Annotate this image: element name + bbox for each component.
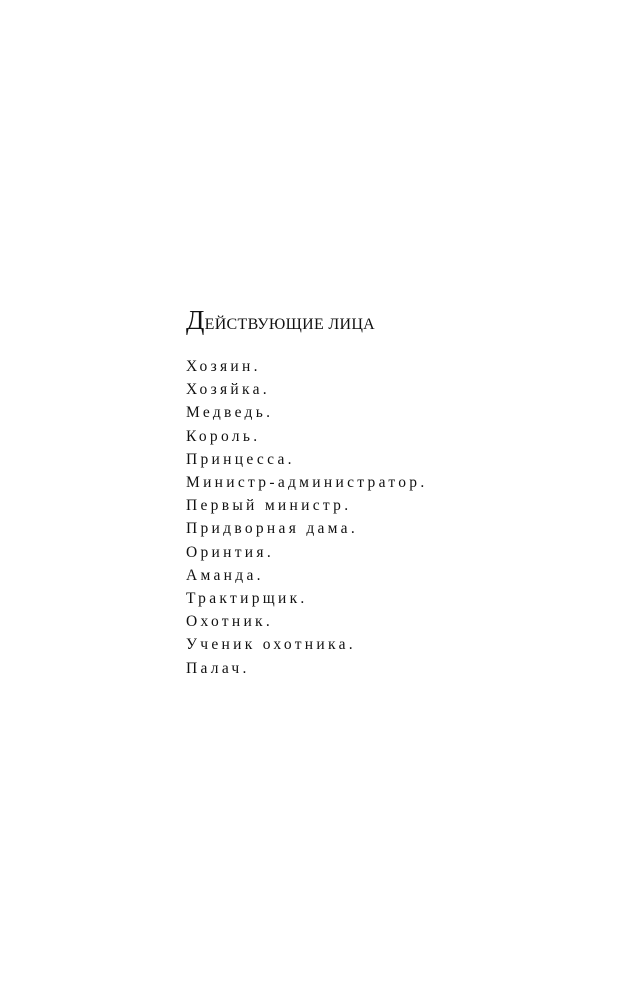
heading-initial: Д [186, 305, 205, 335]
cast-item: Министр-администратор. [186, 474, 428, 492]
section-heading [186, 306, 606, 339]
cast-section [186, 306, 606, 680]
heading-text: ЕЙСТВУЮЩИЕ ЛИЦА [204, 316, 376, 333]
cast-item: Первый министр. [186, 497, 352, 515]
cast-item: Хозяйка. [186, 381, 270, 399]
cast-item: Трактирщик. [186, 590, 308, 608]
cast-item: Палач. [186, 659, 250, 677]
cast-item: Аманда. [186, 566, 264, 584]
cast-item: Медведь. [186, 404, 274, 422]
cast-item: Оринтия. [186, 543, 275, 561]
cast-item: Охотник. [186, 613, 274, 631]
cast-item: Король. [186, 427, 261, 445]
cast-list [186, 355, 606, 680]
cast-item: Принцесса. [186, 450, 295, 468]
cast-item: Хозяин. [186, 358, 261, 375]
cast-item: Ученик охотника. [186, 636, 356, 654]
cast-item: Придворная дама. [186, 520, 359, 538]
